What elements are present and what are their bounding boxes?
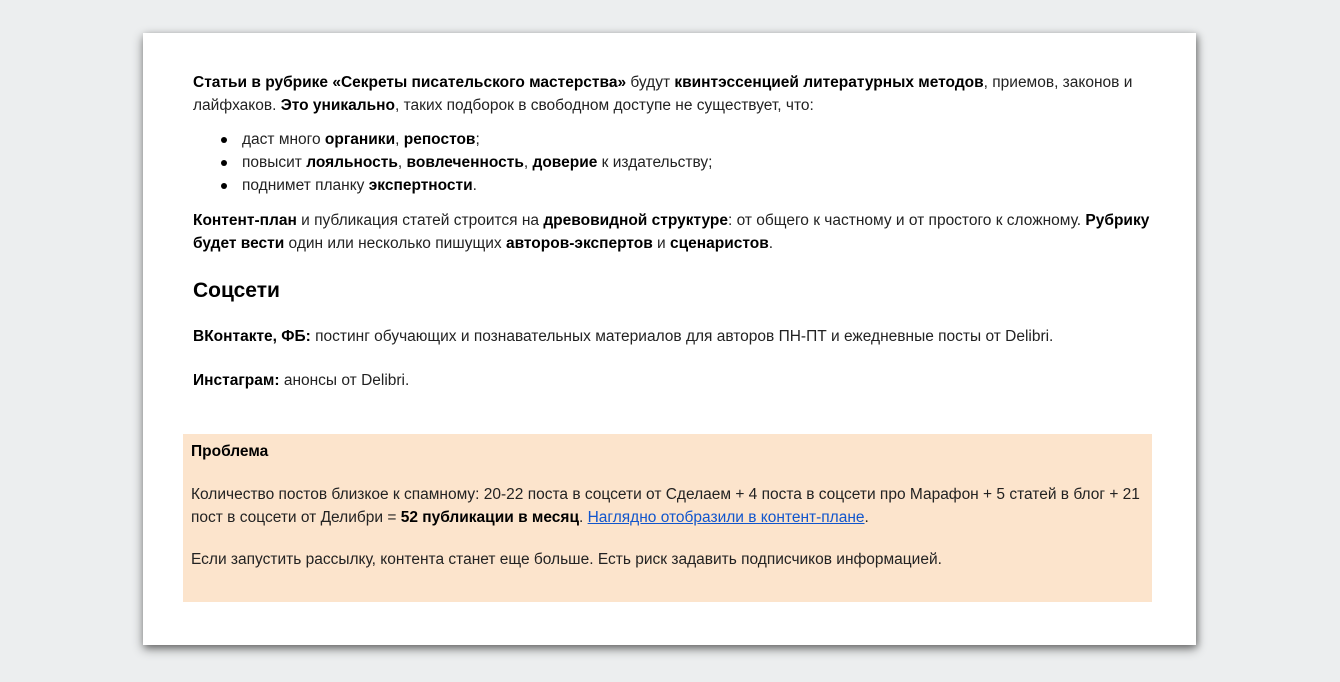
vk-paragraph [193,325,1168,348]
list-item-text: ; [475,131,480,148]
intro-text: , таких подборок в свободном доступе не существует, что: [395,97,814,114]
list-item-bold: лояльность [306,154,398,171]
structure-bold: Контент-план [193,212,297,229]
problem-callout [183,434,1152,602]
rubric-name: Статьи в рубрике «Секреты писательского мастерства» [193,74,627,91]
structure-bold: древовидной структуре [543,212,728,229]
structure-bold: Рубрику будет вести [193,212,1150,252]
instagram-paragraph [193,369,1168,392]
intro-text: будут [626,74,675,91]
problem-paragraph [191,483,1141,529]
problem-text: Количество постов близкое к спамному: 20-22 поста в соцсети от Сделаем + 4 поста в соцсети про Марафон + 5 статей в блог + 21 пост в соцсети от Делибри = [191,486,1140,526]
structure-paragraph [193,209,1168,255]
list-item-bold: вовлеченность [406,154,524,171]
section-heading: Соцсети [193,279,280,302]
structure-bold: авторов-экспертов [505,235,653,252]
problem-paragraph-2: Если запустить рассылку, контента станет еще больше. Есть риск задавить подписчиков информацией. [191,551,942,568]
problem-text: . [578,509,588,526]
structure-text: . [768,235,774,252]
list-item-bold: репостов [403,131,476,148]
list-item-bold: органики [324,131,396,148]
benefits-list [193,128,1168,197]
intro-paragraph [193,71,1168,117]
list-item-text: , [395,131,404,148]
problem-callout-content [191,440,1141,571]
content-plan-link[interactable]: Наглядно отобразили в контент-плане [587,509,865,526]
problem-text: . [864,509,869,526]
vk-label: ВКонтакте, ФБ: [193,328,311,345]
list-item-text: , [523,154,533,171]
structure-text: один или несколько пишущих [284,235,506,252]
structure-bold: сценаристов [670,235,769,252]
structure-text: и публикация статей строится на [296,212,544,229]
vk-text: постинг обучающих и познавательных материалов для авторов ПН-ПТ и ежедневные посты от Delibri. [310,328,1054,345]
document-page [143,33,1196,645]
structure-text: и [652,235,671,252]
list-item-text: к издательству; [597,154,713,171]
list-item [242,128,1168,151]
list-item-text: повысит [242,154,307,171]
list-item-text: поднимет планку [242,177,369,194]
list-item-bold: экспертности [368,177,473,194]
intro-text: , приемов, законов и лайфхаков. [193,74,1133,114]
instagram-label: Инстаграм: [193,372,280,389]
list-item-bold: доверие [532,154,598,171]
list-item-text: . [472,177,477,194]
problem-bold: 52 публикации в месяц [400,509,579,526]
intro-bold: квинтэссенцией литературных методов [674,74,984,91]
list-item [242,151,1168,174]
structure-text: : от общего к частному и от простого к сложному. [727,212,1086,229]
problem-title: Проблема [191,443,269,460]
intro-bold: Это уникально [280,97,395,114]
list-item-text: даст много [242,131,325,148]
list-item-text: , [397,154,407,171]
instagram-text: анонсы от Delibri. [279,372,410,389]
list-item [242,174,1168,197]
document-content [193,71,1168,392]
